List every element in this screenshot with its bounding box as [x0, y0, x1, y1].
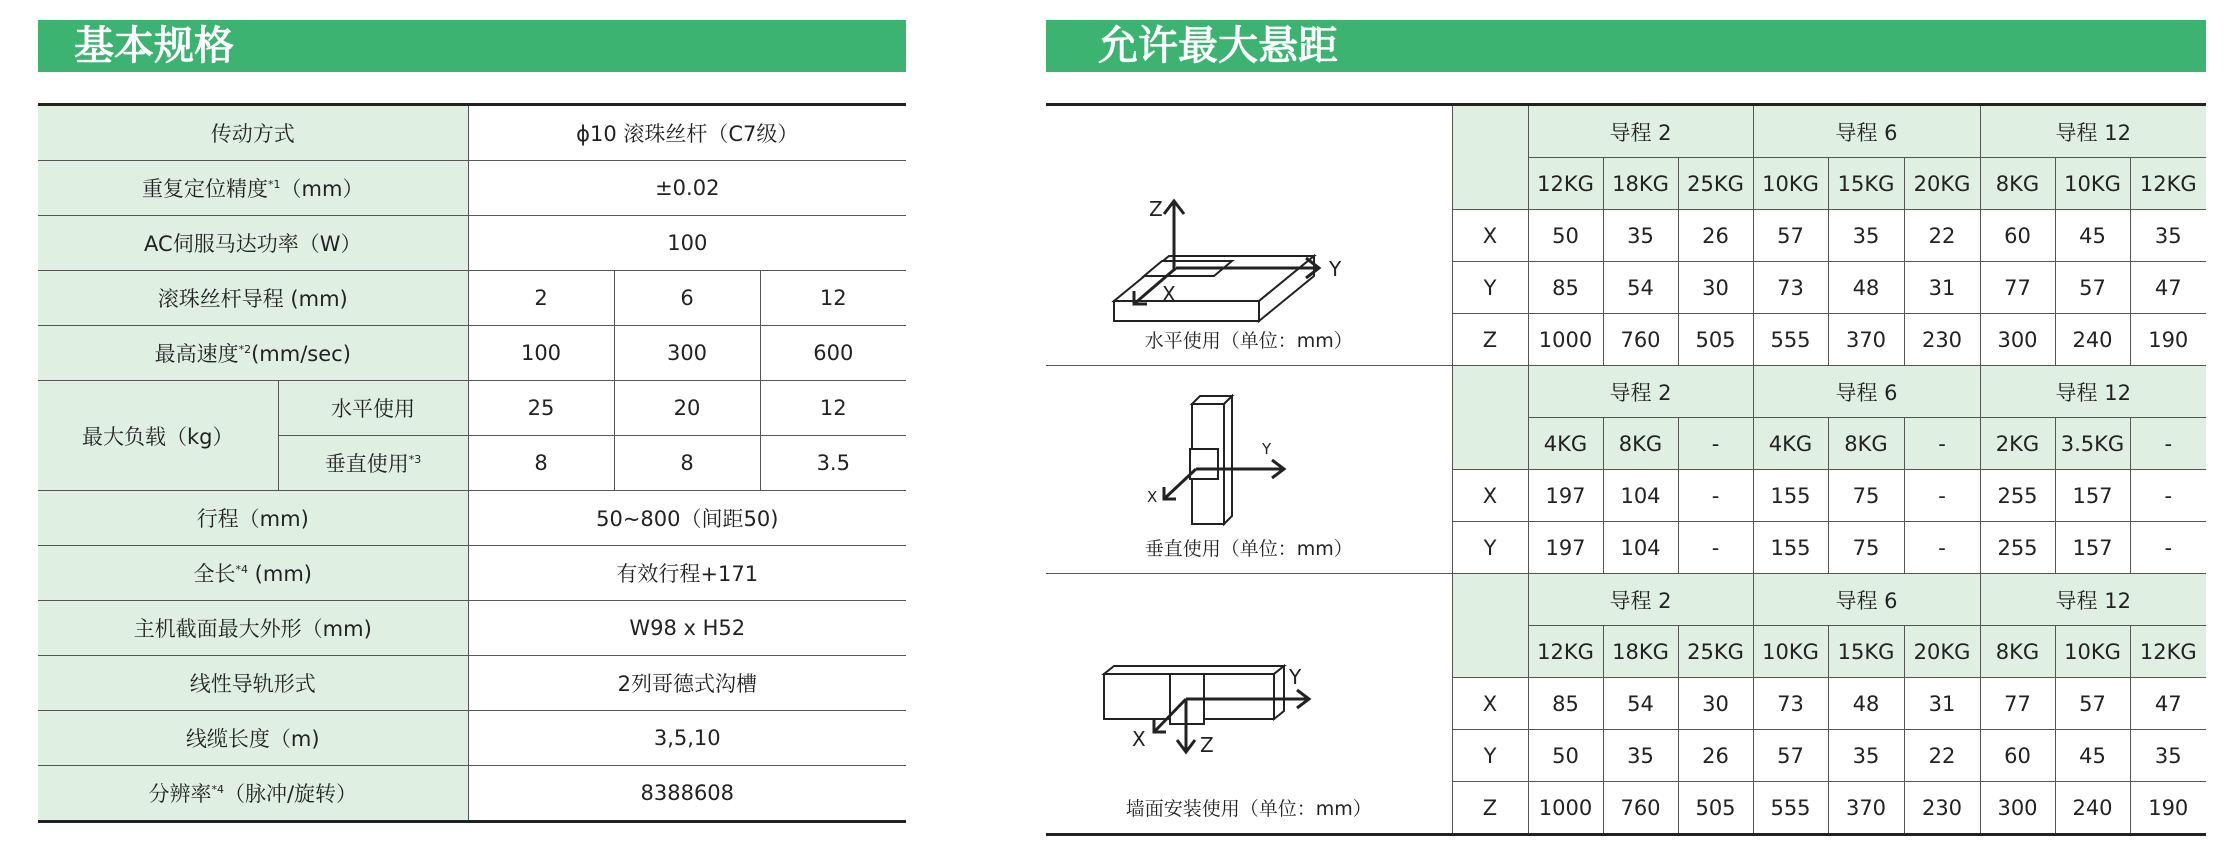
spec-value-repeat: ±0.02 — [468, 161, 906, 216]
overhang-value: 505 — [1678, 782, 1753, 835]
axis-label: Y — [1261, 440, 1271, 458]
overhang-value: 73 — [1753, 262, 1828, 314]
overhang-value: 57 — [2055, 262, 2130, 314]
overhang-value: - — [1904, 470, 1980, 522]
wall-mount-diagram — [1084, 644, 1414, 794]
axis-label-cell: Z — [1452, 314, 1528, 366]
axis-header-blank — [1452, 574, 1528, 678]
spec-label-power: AC伺服马达功率（W） — [38, 216, 468, 271]
spec-label-length — [38, 546, 468, 601]
load-header: 15KG — [1828, 626, 1904, 678]
overhang-value: 230 — [1904, 314, 1980, 366]
overhang-value: - — [2130, 470, 2206, 522]
overhang-lead-row — [1046, 366, 2206, 418]
overhang-value: 75 — [1828, 522, 1904, 574]
spec-value-speed: 300 — [614, 326, 760, 381]
spec-value-lead: 6 — [614, 271, 760, 326]
overhang-value: 54 — [1603, 678, 1678, 730]
spec-value-load-horizontal: 20 — [614, 381, 760, 436]
spec-row-guide — [38, 656, 906, 711]
load-header: 15KG — [1828, 158, 1904, 210]
axis-label-cell: Y — [1452, 522, 1528, 574]
overhang-value: - — [1904, 522, 1980, 574]
overhang-value: 35 — [1603, 210, 1678, 262]
spec-row-power — [38, 216, 906, 271]
axis-label-cell: X — [1452, 210, 1528, 262]
spec-label-repeat — [38, 161, 468, 216]
axis-label: Z — [1199, 733, 1214, 757]
overhang-value: 31 — [1904, 262, 1980, 314]
load-header: 12KG — [1528, 626, 1603, 678]
load-header: 10KG — [2055, 158, 2130, 210]
load-header: 12KG — [1528, 158, 1603, 210]
overhang-value: 54 — [1603, 262, 1678, 314]
overhang-value: 30 — [1678, 678, 1753, 730]
axis-label-cell: Z — [1452, 782, 1528, 835]
overhang-value: 300 — [1980, 782, 2055, 835]
overhang-value: 555 — [1753, 782, 1828, 835]
overhang-table — [1046, 103, 2206, 836]
overhang-value: 31 — [1904, 678, 1980, 730]
spec-label-load: 最大负载（kg） — [38, 381, 278, 491]
overhang-caption: 垂直使用（单位：mm） — [1144, 538, 1353, 560]
overhang-diagram-cell — [1046, 574, 1452, 835]
vertical-use-diagram — [1084, 384, 1414, 534]
spec-label-resolution — [38, 766, 468, 822]
spec-value-resolution: 8388608 — [468, 766, 906, 822]
overhang-caption: 墙面安装使用（单位：mm） — [1125, 798, 1372, 820]
load-header: 10KG — [1753, 158, 1828, 210]
spec-label-resolution-unit: （脉冲/旋转） — [223, 782, 358, 806]
overhang-value: 505 — [1678, 314, 1753, 366]
overhang-value: 255 — [1980, 522, 2055, 574]
spec-row-length — [38, 546, 906, 601]
spec-row-cable — [38, 711, 906, 766]
spec-row-resolution — [38, 766, 906, 822]
overhang-value: 45 — [2055, 730, 2130, 782]
overhang-value: 197 — [1528, 470, 1603, 522]
axis-label: X — [1146, 488, 1158, 506]
spec-row-speed — [38, 326, 906, 381]
spec-row-load-horizontal — [38, 381, 906, 436]
overhang-value: 190 — [2130, 314, 2206, 366]
overhang-value: 48 — [1828, 262, 1904, 314]
spec-label-repeat-unit: （mm） — [280, 177, 364, 201]
overhang-value: - — [1678, 522, 1753, 574]
overhang-value: 155 — [1753, 470, 1828, 522]
lead-header: 导程 6 — [1753, 366, 1980, 418]
overhang-value: 48 — [1828, 678, 1904, 730]
axis-header-blank — [1452, 105, 1528, 210]
overhang-value: 300 — [1980, 314, 2055, 366]
axis-label: Z — [1148, 197, 1163, 221]
spec-label-speed-text: 最高速度 — [154, 342, 239, 366]
overhang-lead-row — [1046, 105, 2206, 158]
overhang-value: 155 — [1753, 522, 1828, 574]
overhang-value: 104 — [1603, 522, 1678, 574]
spec-label-resolution-text: 分辨率 — [148, 782, 212, 806]
spec-value-cable: 3,5,10 — [468, 711, 906, 766]
overhang-value: 50 — [1528, 730, 1603, 782]
spec-value-lead: 2 — [468, 271, 614, 326]
spec-value-section: W98 x H52 — [468, 601, 906, 656]
lead-header: 导程 2 — [1528, 574, 1753, 626]
spec-label-drive: 传动方式 — [38, 105, 468, 161]
spec-label-guide: 线性导轨形式 — [38, 656, 468, 711]
axis-label: Y — [1288, 665, 1301, 689]
load-header: 20KG — [1904, 626, 1980, 678]
spec-value-lead: 12 — [760, 271, 906, 326]
spec-value-length: 有效行程+171 — [468, 546, 906, 601]
overhang-value: 30 — [1678, 262, 1753, 314]
lead-header: 导程 2 — [1528, 105, 1753, 158]
overhang-lead-row — [1046, 574, 2206, 626]
overhang-value: 77 — [1980, 262, 2055, 314]
overhang-value: 370 — [1828, 782, 1904, 835]
overhang-value: 190 — [2130, 782, 2206, 835]
load-header: 12KG — [2130, 626, 2206, 678]
spec-label-length-text: 全长 — [193, 562, 236, 586]
spec-value-speed: 100 — [468, 326, 614, 381]
footnote-mark: *1 — [268, 178, 281, 191]
horizontal-use-diagram — [1084, 146, 1414, 326]
overhang-value: 1000 — [1528, 782, 1603, 835]
overhang-value: 35 — [1603, 730, 1678, 782]
spec-row-repeat — [38, 161, 906, 216]
spec-value-load-vertical: 8 — [614, 436, 760, 491]
overhang-diagram-cell — [1046, 105, 1452, 366]
lead-header: 导程 6 — [1753, 105, 1980, 158]
overhang-value: 370 — [1828, 314, 1904, 366]
overhang-value: 45 — [2055, 210, 2130, 262]
overhang-value: 57 — [1753, 730, 1828, 782]
load-header: 8KG — [1603, 418, 1678, 470]
footnote-mark: *4 — [235, 563, 248, 576]
lead-header: 导程 12 — [1980, 366, 2206, 418]
spec-label-load-horizontal: 水平使用 — [278, 381, 468, 436]
overhang-value: 35 — [2130, 730, 2206, 782]
spec-value-load-horizontal: 12 — [760, 381, 906, 436]
overhang-value: 60 — [1980, 210, 2055, 262]
overhang-value: 47 — [2130, 678, 2206, 730]
lead-header: 导程 2 — [1528, 366, 1753, 418]
overhang-value: 157 — [2055, 470, 2130, 522]
load-header: 18KG — [1603, 158, 1678, 210]
load-header: - — [1904, 418, 1980, 470]
spec-row-lead — [38, 271, 906, 326]
spec-value-load-vertical: 8 — [468, 436, 614, 491]
spec-table — [38, 103, 906, 823]
overhang-value: 255 — [1980, 470, 2055, 522]
load-header: 8KG — [1828, 418, 1904, 470]
overhang-value: 240 — [2055, 314, 2130, 366]
overhang-value: 197 — [1528, 522, 1603, 574]
axis-label: X — [1161, 282, 1176, 306]
overhang-value: 85 — [1528, 262, 1603, 314]
axis-label-cell: Y — [1452, 262, 1528, 314]
overhang-value: 26 — [1678, 210, 1753, 262]
spec-value-stroke: 50~800（间距50) — [468, 491, 906, 546]
spec-value-load-vertical: 3.5 — [760, 436, 906, 491]
axis-label-cell: X — [1452, 470, 1528, 522]
spec-label-stroke: 行程（mm) — [38, 491, 468, 546]
lead-header: 导程 6 — [1753, 574, 1980, 626]
load-header: 25KG — [1678, 626, 1753, 678]
spec-label-repeat-text: 重复定位精度 — [142, 177, 269, 201]
load-header: 25KG — [1678, 158, 1753, 210]
footnote-mark: *3 — [408, 453, 422, 466]
overhang-value: 35 — [1828, 210, 1904, 262]
axis-header-blank — [1452, 366, 1528, 470]
lead-header: 导程 12 — [1980, 105, 2206, 158]
overhang-value: 60 — [1980, 730, 2055, 782]
overhang-value: 75 — [1828, 470, 1904, 522]
footnote-mark: *4 — [211, 783, 224, 796]
load-header: 10KG — [2055, 626, 2130, 678]
load-header: 3.5KG — [2055, 418, 2130, 470]
spec-label-speed — [38, 326, 468, 381]
load-header: 8KG — [1980, 158, 2055, 210]
overhang-value: 760 — [1603, 782, 1678, 835]
spec-value-drive: ϕ10 滚珠丝杆（C7级） — [468, 105, 906, 161]
overhang-value: 22 — [1904, 730, 1980, 782]
spec-row-section — [38, 601, 906, 656]
overhang-value: 230 — [1904, 782, 1980, 835]
axis-label-cell: X — [1452, 678, 1528, 730]
load-header: 10KG — [1753, 626, 1828, 678]
overhang-value: 85 — [1528, 678, 1603, 730]
spec-row-drive — [38, 105, 906, 161]
spec-label-length-unit: (mm) — [248, 562, 312, 586]
overhang-value: 73 — [1753, 678, 1828, 730]
spec-label-lead: 滚珠丝杆导程 (mm) — [38, 271, 468, 326]
spec-value-speed: 600 — [760, 326, 906, 381]
spec-label-section: 主机截面最大外形（mm) — [38, 601, 468, 656]
overhang-value: 555 — [1753, 314, 1828, 366]
spec-value-power: 100 — [468, 216, 906, 271]
overhang-value: 760 — [1603, 314, 1678, 366]
load-header: 4KG — [1753, 418, 1828, 470]
overhang-value: 104 — [1603, 470, 1678, 522]
axis-label: Y — [1328, 257, 1341, 281]
load-header: 12KG — [2130, 158, 2206, 210]
load-header: - — [1678, 418, 1753, 470]
load-header: 20KG — [1904, 158, 1980, 210]
load-header: 2KG — [1980, 418, 2055, 470]
overhang-value: 22 — [1904, 210, 1980, 262]
overhang-value: 47 — [2130, 262, 2206, 314]
lead-header: 导程 12 — [1980, 574, 2206, 626]
overhang-value: - — [1678, 470, 1753, 522]
overhang-value: 157 — [2055, 522, 2130, 574]
axis-label-cell: Y — [1452, 730, 1528, 782]
spec-label-load-vertical-text: 垂直使用 — [324, 452, 409, 476]
overhang-value: 26 — [1678, 730, 1753, 782]
overhang-section-title: 允许最大悬距 — [1046, 20, 2206, 72]
overhang-value: 35 — [2130, 210, 2206, 262]
spec-label-speed-unit: (mm/sec) — [251, 342, 351, 366]
footnote-mark: *2 — [238, 343, 252, 356]
axis-label: X — [1131, 727, 1146, 751]
load-header: - — [2130, 418, 2206, 470]
spec-label-load-vertical — [278, 436, 468, 491]
load-header: 4KG — [1528, 418, 1603, 470]
overhang-value: 35 — [1828, 730, 1904, 782]
spec-value-load-horizontal: 25 — [468, 381, 614, 436]
overhang-value: 77 — [1980, 678, 2055, 730]
load-header: 8KG — [1980, 626, 2055, 678]
overhang-value: - — [2130, 522, 2206, 574]
overhang-diagram-cell — [1046, 366, 1452, 574]
spec-row-stroke — [38, 491, 906, 546]
overhang-caption: 水平使用（单位：mm） — [1144, 330, 1353, 352]
overhang-value: 50 — [1528, 210, 1603, 262]
overhang-value: 1000 — [1528, 314, 1603, 366]
overhang-value: 240 — [2055, 782, 2130, 835]
overhang-value: 57 — [2055, 678, 2130, 730]
spec-section-title: 基本规格 — [38, 20, 906, 72]
spec-label-cable: 线缆长度（m) — [38, 711, 468, 766]
overhang-body — [1046, 105, 2206, 835]
overhang-value: 57 — [1753, 210, 1828, 262]
spec-value-guide: 2列哥德式沟槽 — [468, 656, 906, 711]
load-header: 18KG — [1603, 626, 1678, 678]
